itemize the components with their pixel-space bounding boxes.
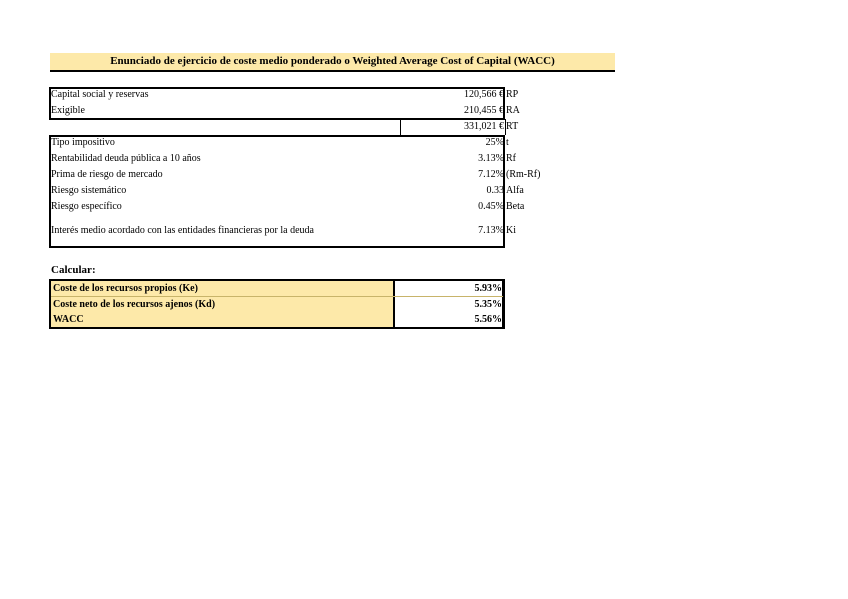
result-row-kd bbox=[51, 296, 503, 312]
param-label-beta: Riesgo específico bbox=[51, 201, 122, 212]
result-label-ke: Coste de los recursos propios (Ke) bbox=[51, 281, 395, 296]
page-title: Enunciado de ejercicio de coste medio ponderado o Weighted Average Cost of Capital (WACC) bbox=[50, 53, 615, 72]
capital-symbol-rp: RP bbox=[506, 89, 519, 100]
param-value-rf: 3.13% bbox=[478, 153, 504, 164]
calc-heading: Calcular: bbox=[51, 264, 96, 276]
capital-total-symbol: RT bbox=[506, 121, 519, 132]
result-row-ke bbox=[51, 281, 503, 296]
param-symbol-alfa: Alfa bbox=[506, 185, 524, 196]
param-symbol-t: t bbox=[506, 137, 509, 148]
result-label-wacc: WACC bbox=[51, 312, 395, 327]
param-symbol-beta: Beta bbox=[506, 201, 525, 212]
param-value-rm-rf: 7.12% bbox=[478, 169, 504, 180]
param-value-beta: 0.45% bbox=[478, 201, 504, 212]
param-value-alfa: 0.33 bbox=[486, 185, 504, 196]
capital-total-value: 331,021 € bbox=[464, 121, 504, 132]
param-symbol-ki: Ki bbox=[506, 225, 516, 236]
result-value-ke: 5.93% bbox=[397, 281, 503, 296]
param-value-ki: 7.13% bbox=[478, 225, 504, 236]
param-symbol-rf: Rf bbox=[506, 153, 516, 164]
capital-value-ra: 210,455 € bbox=[464, 105, 504, 116]
param-label-ki: Interés medio acordado con las entidades financieras por la deuda bbox=[51, 225, 314, 236]
param-label-alfa: Riesgo sistemático bbox=[51, 185, 127, 196]
param-label-t: Tipo impositivo bbox=[51, 137, 115, 148]
param-label-rf: Rentabilidad deuda pública a 10 años bbox=[51, 153, 201, 164]
capital-label-ra: Exigible bbox=[51, 105, 85, 116]
results-table bbox=[49, 279, 505, 329]
capital-label-rp: Capital social y reservas bbox=[51, 89, 149, 100]
result-label-kd: Coste neto de los recursos ajenos (Kd) bbox=[51, 297, 395, 312]
result-row-wacc bbox=[51, 312, 503, 327]
capital-value-rp: 120,566 € bbox=[464, 89, 504, 100]
result-value-wacc: 5.56% bbox=[397, 312, 503, 327]
result-value-kd: 5.35% bbox=[397, 297, 503, 312]
capital-symbol-ra: RA bbox=[506, 105, 520, 116]
param-symbol-rm-rf: (Rm-Rf) bbox=[506, 169, 541, 180]
param-label-rm-rf: Prima de riesgo de mercado bbox=[51, 169, 163, 180]
param-value-t: 25% bbox=[485, 137, 504, 148]
